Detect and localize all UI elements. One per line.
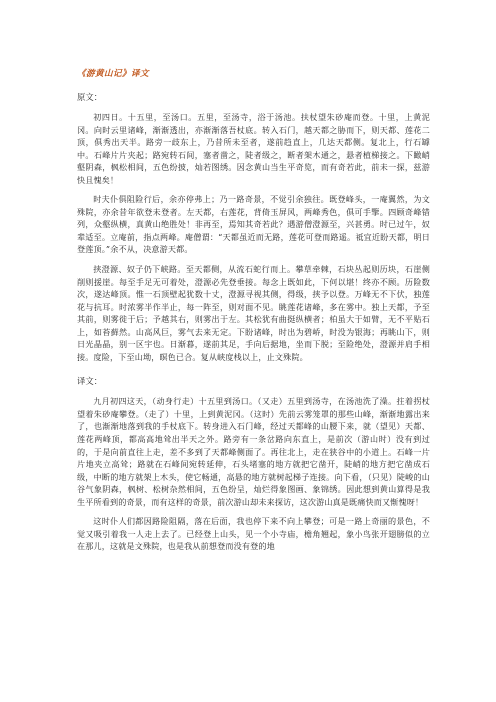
- original-text-label: 原文：: [77, 92, 103, 102]
- original-paragraph: 时夫仆俱阻险行后，余亦停弗上；乃一路奇景，不觉引余独往。既登峰头，一庵翼然，为文殊院，亦余昔年欲登未登者。左天都，右莲花，背倚玉屏风，两峰秀色，俱可手擥。四顾奇峰错列，众壑纵横，真黄山绝胜处！非再至，焉知其奇若此？遇游僧澄源至，兴甚勇。时已过午，奴辈适至。立庵前，指点两峰。庵僧谓：“天都虽近而无路，莲花可登而路遥。祗宜近盼天都，明日登莲顶。”余不从，决意游天都。: [77, 194, 430, 255]
- page-title: 《游黄山记》译文: [77, 69, 149, 79]
- translation-paragraph: 这时仆人们都因路险阻隔，落在后面，我也停下来不向上攀登；可是一路上奇丽的景色，不觉又吸引着我一人走上去了。已经登上山头，见一个小寺庙，檐角翘起，象小鸟张开翅膀似的立在那儿，这就是文殊院，也是我从前想登而没有登的地: [77, 516, 430, 552]
- translation-label: 译文：: [77, 376, 103, 387]
- original-paragraph: 挟澄源、奴子仍下峡路。至天都侧，从流石蛇行而上。攀草牵棘，石块丛起则历块，石崖侧削则援崖。每至手足无可着处，澄源必先登垂接。每念上既如此，下何以堪！终亦不顾。历险数次，遂达峰顶。惟一石顶壁起犹数十丈，澄源寻视其侧，得级，挟予以登。万峰无不下伏，独莲花与抗耳。时浓雾半作半止，每一阵至，则对面不见。眺莲花诸峰，多在雾中。独上天都，予至其前，则雾徙于后；予越其右，则雾出于左。其松犹有曲挺纵横者；柏虽大于如臂，无不平贴石上，如苔藓然。山高风巨，雾气去来无定。下盼诸峰，时出为碧峤，时没为银海；再眺山下，则日光晶晶，别一区宇也。日渐暮，遂前其足，手向后据地，坐而下脱；至险绝处，澄源并肩手相接。度险，下至山坳，暝色已合。复从峡度栈以上，止文殊院。: [77, 264, 430, 362]
- original-paragraph: 初四日。十五里，至汤口。五里，至汤寺，浴于汤池。扶杖望朱砂庵而登。十里，上黄泥冈。向时云里诸峰，渐渐透出，亦渐渐落吾杖底。转入石门，越天都之胁而下，则天都、莲花二顶，俱秀出天半。路旁一歧东上，乃昔所未至者，遂前趋直上，几达天都侧。复北上，行石罅中。石峰片片夹起；路宛转石间，塞者凿之，陡者级之，断者架木通之，悬者植梯接之。下瞰峭壑阴森，枫松相间，五色纷披，灿若图绣。因念黄山当生平奇览，而有奇若此，前未一探，兹游快且愧矣！: [77, 112, 430, 185]
- translation-paragraph: 九月初四这天，（动身行走）十五里到汤口。（又走）五里到汤寺，在汤池洗了澡。拄着拐杖望着朱砂庵攀登。（走了）十里，上到黄泥冈。（这时）先前云雾笼罩的那些山峰，渐渐地露出来了，也渐渐地落到我的手杖底下。转身进入石门峰，经过天都峰的山腰下来，就（望见）天都、莲花两峰顶，都高高地耸出半天之外。路旁有一条岔路向东直上，是前次（游山时）没有到过的，于是向前直往上走，差不多到了天都峰侧面了。再往北上，走在狭谷中的小道上。石峰一片片地夹立高耸；路就在石峰间宛转延伸，石头堵塞的地方就把它凿开，陡峭的地方把它凿成石级，中断的地方就架上木头，使它畅通，高悬的地方就树起梯子连接。向下看，（只见）陡峻的山谷气象阴森，枫树、松树杂然相间，五色纷呈，灿烂得象图画、象锦绣。因此想到黄山算得是我生平所看到的奇景，而有这样的奇景，前次游山却未来探访，这次游山真是既痛快而又惭愧呀！: [77, 396, 430, 507]
